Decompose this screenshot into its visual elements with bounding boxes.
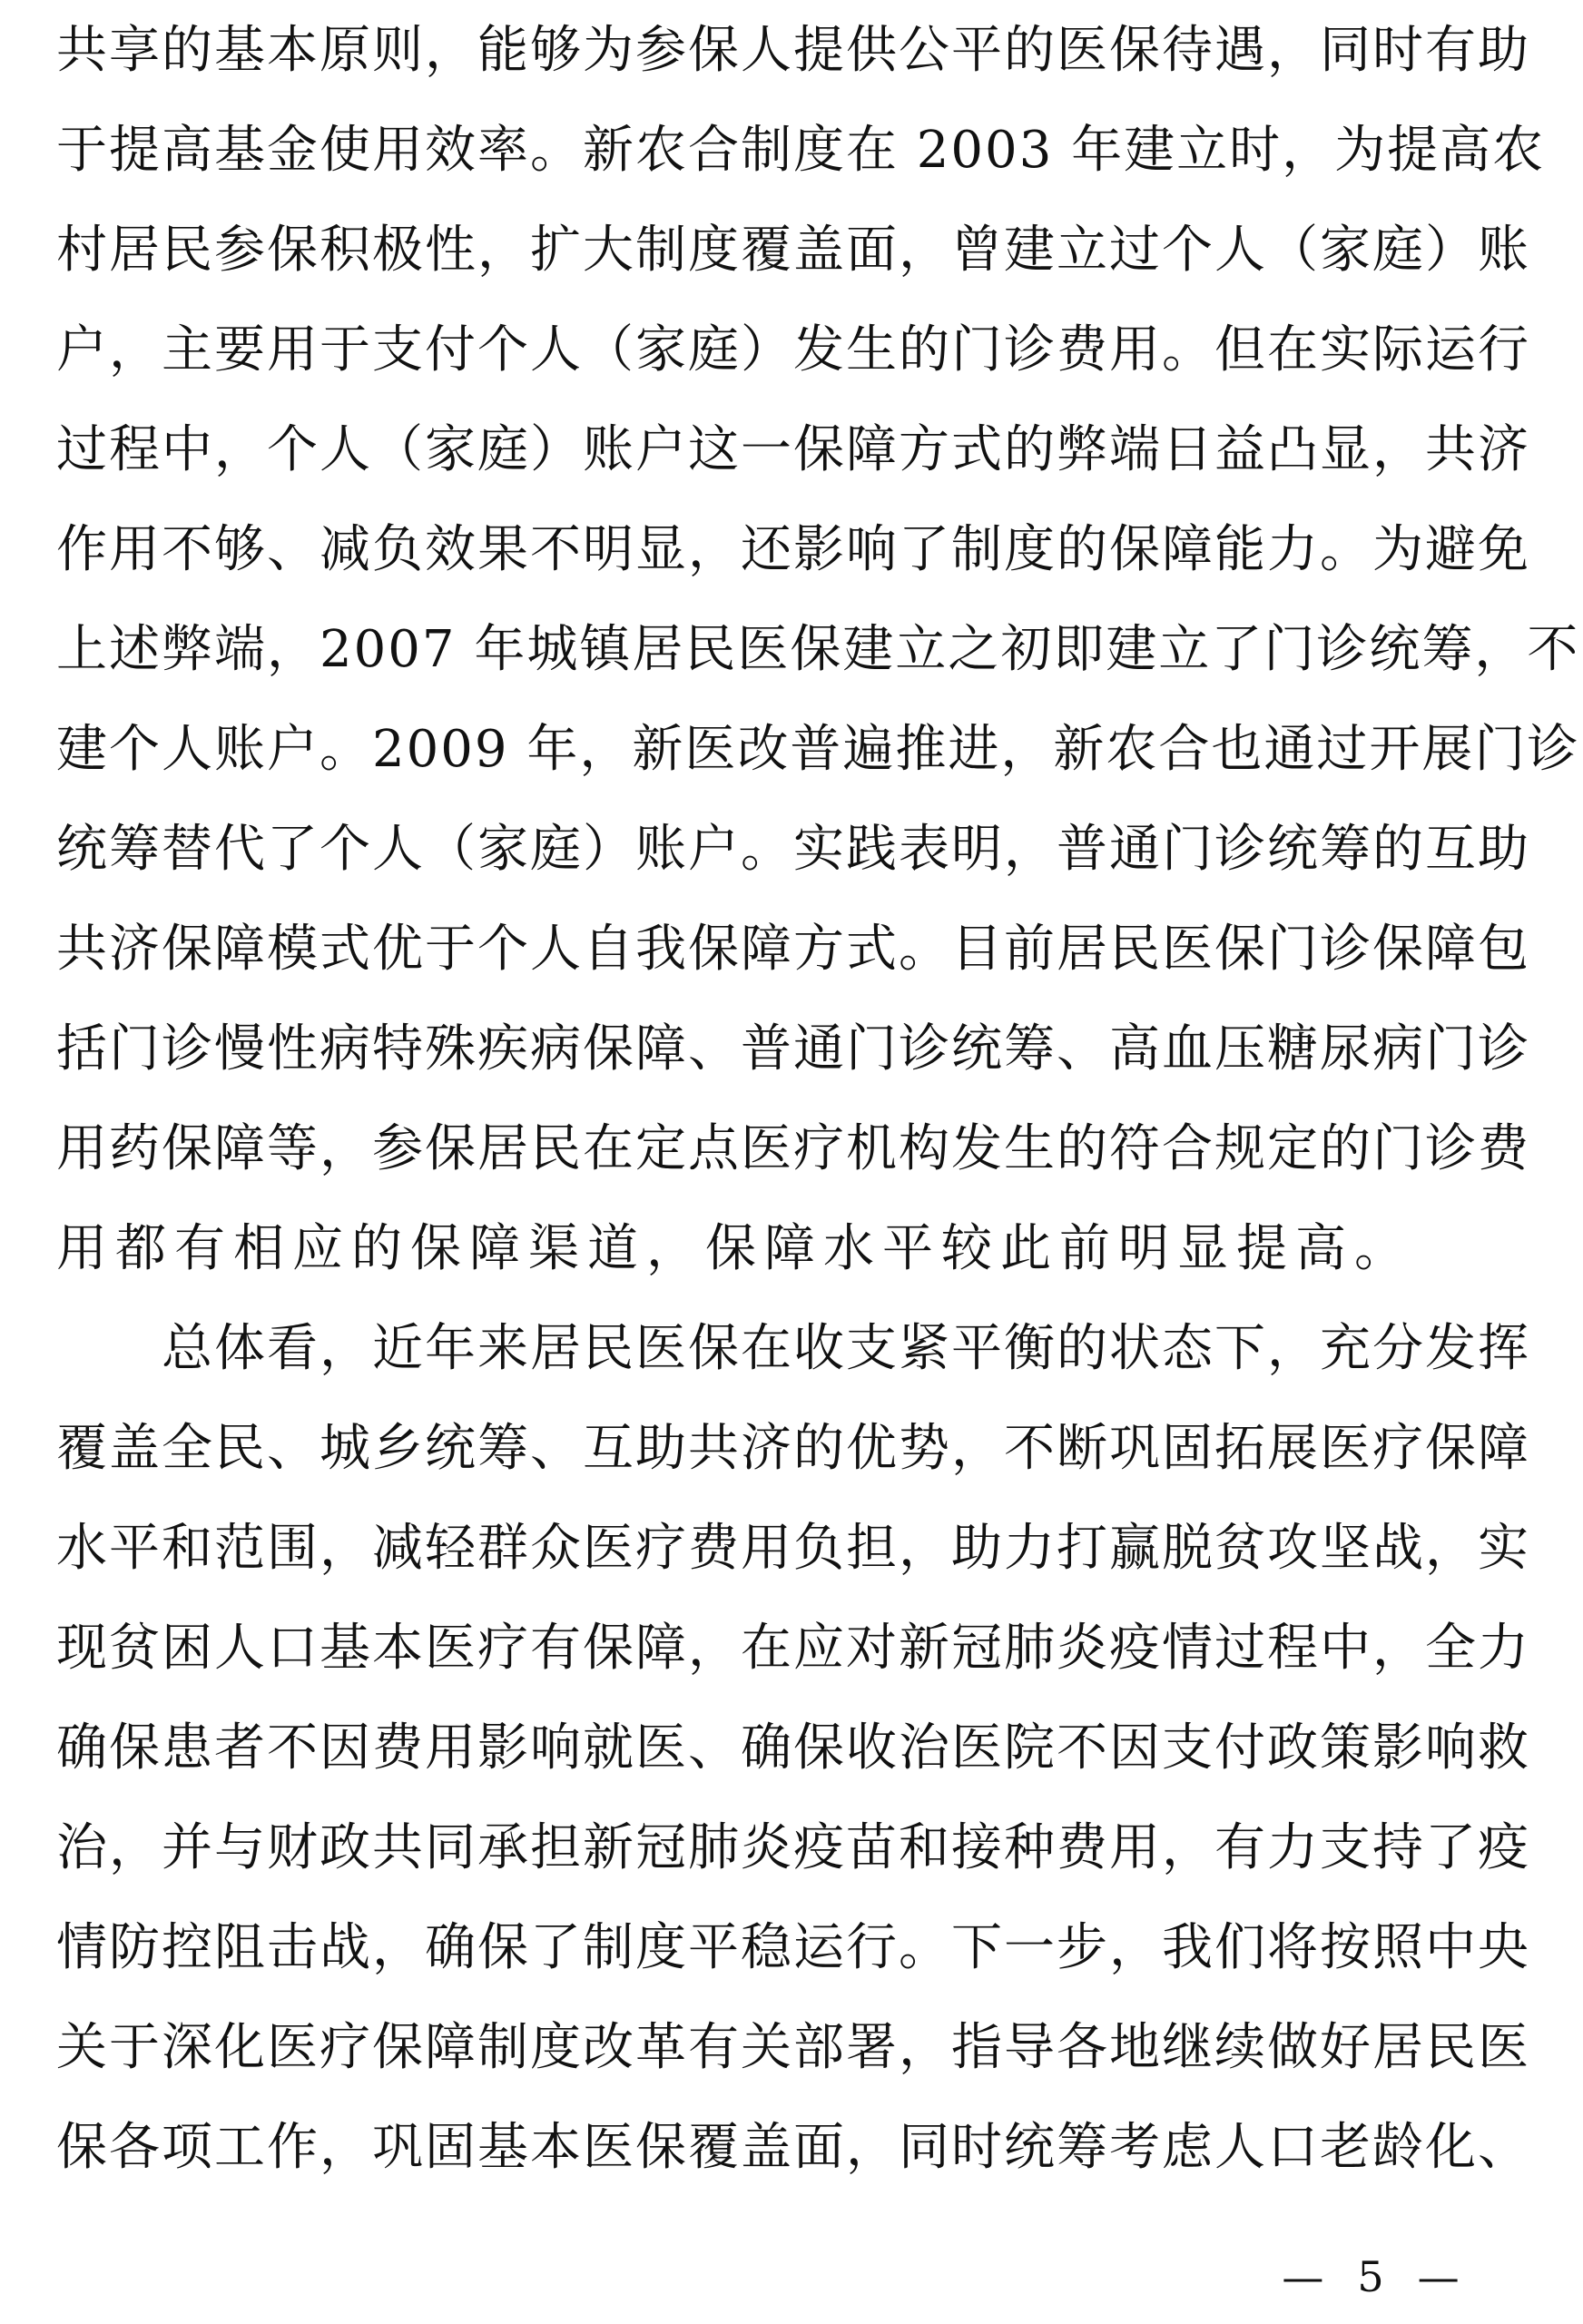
text-line: 治，并与财政共同承担新冠肺炎疫苗和接种费用，有力支持了疫 bbox=[56, 1818, 1530, 1877]
text-line: 过程中，个人（家庭）账户这一保障方式的弊端日益凸显，共济 bbox=[56, 420, 1530, 479]
footer-dash-left: — bbox=[1282, 2252, 1324, 2301]
text-line: 于提高基金使用效率。新农合制度在 2003 年建立时，为提高农 bbox=[56, 121, 1546, 180]
text-line: 关于深化医疗保障制度改革有关部署，指导各地继续做好居民医 bbox=[56, 2018, 1530, 2077]
paragraph-first-line: 总体看，近年来居民医保在收支紧平衡的状态下，充分发挥 bbox=[162, 1319, 1530, 1378]
text-line: 村居民参保积极性，扩大制度覆盖面，曾建立过个人（家庭）账 bbox=[56, 221, 1530, 280]
page-footer bbox=[1271, 2250, 1470, 2304]
text-line: 建个人账户。2009 年，新医改普遍推进，新农合也通过开展门诊 bbox=[56, 720, 1580, 779]
text-line: 现贫困人口基本医疗有保障，在应对新冠肺炎疫情过程中，全力 bbox=[56, 1619, 1530, 1678]
text-line: 情防控阻击战，确保了制度平稳运行。下一步，我们将按照中央 bbox=[56, 1918, 1530, 1977]
text-line: 确保患者不因费用影响就医、确保收治医院不因支付政策影响救 bbox=[56, 1718, 1530, 1777]
text-line: 户，主要用于支付个人（家庭）发生的门诊费用。但在实际运行 bbox=[56, 320, 1530, 379]
text-line: 共享的基本原则，能够为参保人提供公平的医保待遇，同时有助 bbox=[56, 21, 1530, 80]
text-line: 上述弊端，2007 年城镇居民医保建立之初即建立了门诊统筹，不 bbox=[56, 620, 1580, 679]
text-line: 括门诊慢性病特殊疾病保障、普通门诊统筹、高血压糖尿病门诊 bbox=[56, 1019, 1530, 1078]
page-number: 5 bbox=[1357, 2252, 1384, 2301]
text-line: 统筹替代了个人（家庭）账户。实践表明，普通门诊统筹的互助 bbox=[56, 820, 1530, 879]
text-line: 水平和范围，减轻群众医疗费用负担，助力打赢脱贫攻坚战，实 bbox=[56, 1519, 1530, 1578]
text-line: 保各项工作，巩固基本医保覆盖面，同时统筹考虑人口老龄化、 bbox=[56, 2118, 1530, 2177]
text-line: 用药保障等，参保居民在定点医疗机构发生的符合规定的门诊费 bbox=[56, 1119, 1530, 1178]
footer-dash-right: — bbox=[1417, 2252, 1460, 2301]
text-line: 用都有相应的保障渠道，保障水平较此前明显提高。 bbox=[56, 1219, 1413, 1278]
text-line: 共济保障模式优于个人自我保障方式。目前居民医保门诊保障包 bbox=[56, 920, 1530, 979]
text-line: 作用不够、减负效果不明显，还影响了制度的保障能力。为避免 bbox=[56, 520, 1530, 579]
text-line: 覆盖全民、城乡统筹、互助共济的优势，不断巩固拓展医疗保障 bbox=[56, 1419, 1530, 1478]
